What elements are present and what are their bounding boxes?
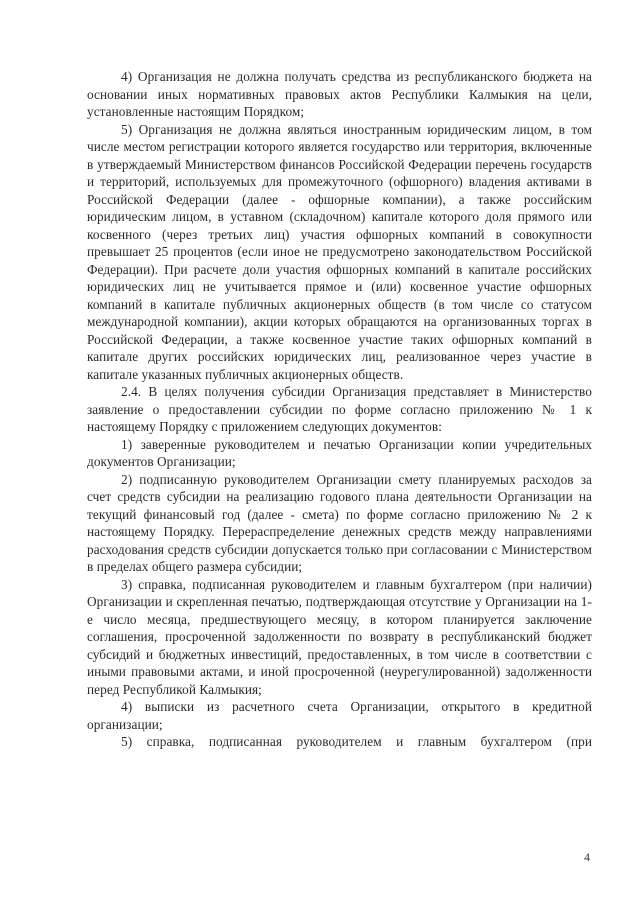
paragraph-item-5-offshore: 5) Организация не должна являться иностранным юридическим лицом, в том числе местом регистрации которого является государство или территория, включенные в утверждаемый Министерством финансов Российской Федерации перечень государств и территорий, используемых для промежуточного (офшорного) владения активами в Российской Федерации (далее - офшорные компании), а также российским юридическим лицом, в уставном (складочном) капитале которого доля прямого или косвенного (через третьих лиц) участия офшорных компаний в совокупности превышает 25 процентов (если иное не предусмотрено законодательством Российской Федерации). При расчете доли участия офшорных компаний в капитале российских юридических лиц не учитывается прямое и (или) косвенное участие офшорных компаний в капитале публичных акционерных обществ (в том числе со статусом международной компании), акции которых обращаются на организованных торгах в Российской Федерации, а также косвенное участие таких офшорных компаний в капитале других российских юридических лиц, реализованное через участие в капитале указанных публичных акционерных обществ. <box>87 121 592 382</box>
paragraph-section-2-4: 2.4. В целях получения субсидии Организация представляет в Министерство заявление о предоставлении субсидии по форме согласно приложению № 1 к настоящему Порядку с приложением следующих документов: <box>87 384 592 434</box>
paragraph-doc-3: 3) справка, подписанная руководителем и главным бухгалтером (при наличии) Организации и скрепленная печатью, подтверждающая отсутствие у Организации на 1-е число месяца, предшествующего месяцу, в котором планируется заключение соглашения, просроченной задолженности по возврату в республиканский бюджет субсидий и бюджетных инвестиций, предоставленных, в том числе в соответствии с иными правовыми актами, и иной просроченной (неурегулированной) задолженности перед Республикой Калмыкия; <box>87 576 592 697</box>
paragraph-doc-1: 1) заверенные руководителем и печатью Организации копии учредительных документов Организации; <box>87 436 592 469</box>
paragraph-doc-5: 5) справка, подписанная руководителем и главным бухгалтером (при <box>121 734 592 749</box>
paragraph-doc-2: 2) подписанную руководителем Организации смету планируемых расходов за счет средств субсидии на реализацию годового плана деятельности Организации на текущий финансовый год (далее - смета) по форме согласно приложению № 2 к настоящему Порядку. Перераспределение денежных средств между направлениями расходования средств субсидии допускается только при согласовании с Министерством в пределах общего размера субсидии; <box>87 471 592 574</box>
paragraph-doc-4: 4) выписки из расчетного счета Организации, открытого в кредитной организации; <box>87 699 592 732</box>
paragraph-item-4: 4) Организация не должна получать средства из республиканского бюджета на основании иных нормативных правовых актов Республики Калмыкия на цели, установленные настоящим Порядком; <box>87 69 592 119</box>
document-body <box>87 68 592 751</box>
page-number: 4 <box>584 850 590 864</box>
